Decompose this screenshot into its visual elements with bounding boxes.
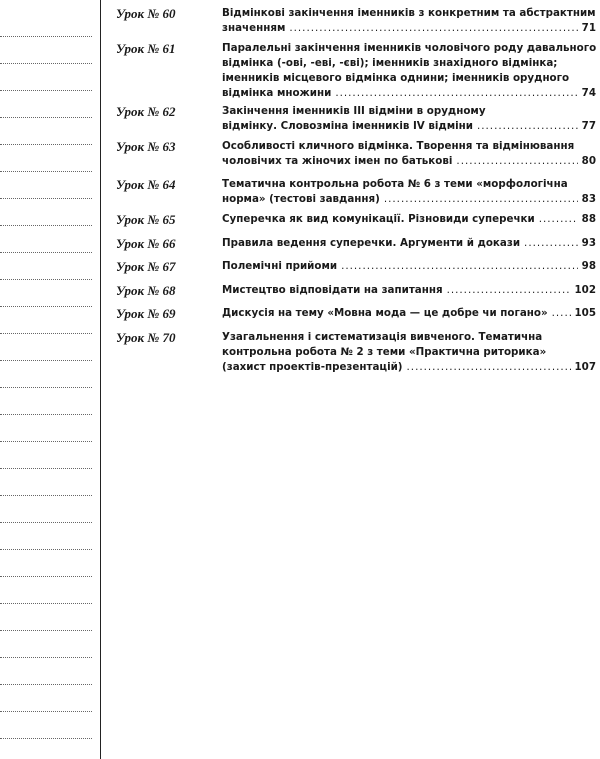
page-number: 105 [574, 307, 596, 319]
dot-leader [524, 236, 578, 251]
topic-line: Суперечка як вид комунікації. Різновиди суперечки [222, 213, 535, 225]
note-line [0, 171, 92, 172]
page-number: 83 [581, 193, 596, 205]
page-number: 102 [574, 284, 596, 296]
topic-line: значенням [222, 22, 286, 34]
lesson-number: Урок № 66 [116, 236, 176, 251]
lesson-topic [222, 41, 596, 101]
lesson-number: Урок № 63 [116, 139, 176, 154]
lesson-topic [222, 212, 596, 227]
topic-last-line [222, 236, 596, 251]
dot-leader [552, 306, 571, 321]
topic-last-line [222, 259, 596, 274]
topic-line: Особливості кличного відмінка. Творення та відмінювання [222, 140, 575, 152]
notes-margin [0, 0, 98, 759]
lesson-topic [222, 283, 596, 298]
note-line [0, 198, 92, 199]
topic-last-line [222, 119, 596, 134]
lesson-topic [222, 139, 596, 169]
toc-entry[interactable] [116, 330, 596, 375]
topic-line: відмінка множини [222, 87, 332, 99]
page-number: 88 [581, 213, 596, 225]
note-line [0, 603, 92, 604]
dot-leader [335, 86, 577, 101]
note-line [0, 144, 92, 145]
dot-leader [447, 283, 571, 298]
page-number: 80 [581, 155, 596, 167]
lesson-number: Урок № 64 [116, 177, 176, 192]
topic-last-line [222, 360, 596, 375]
toc-entry[interactable] [116, 139, 596, 169]
lesson-topic [222, 104, 596, 134]
topic-line: Паралельні закінчення іменників чоловічого роду давального [222, 42, 596, 54]
toc-entry[interactable] [116, 259, 596, 274]
lesson-topic [222, 236, 596, 251]
note-line [0, 684, 92, 685]
topic-last-line [222, 283, 596, 298]
topic-line: іменників місцевого відмінка однини; іменників орудного [222, 72, 570, 84]
topic-line: Дискусія на тему «Мовна мода — це добре чи погано» [222, 307, 548, 319]
margin-divider [100, 0, 101, 759]
dot-leader [384, 192, 578, 207]
note-line [0, 306, 92, 307]
lesson-number: Урок № 61 [116, 41, 176, 56]
lesson-number: Урок № 62 [116, 104, 176, 119]
note-line [0, 468, 92, 469]
lesson-topic [222, 330, 596, 375]
note-line [0, 36, 92, 37]
dot-leader [289, 21, 577, 36]
topic-last-line [222, 306, 596, 321]
page-number: 107 [574, 361, 596, 373]
note-line [0, 495, 92, 496]
note-line [0, 630, 92, 631]
lesson-number: Урок № 69 [116, 306, 176, 321]
lesson-number: Урок № 67 [116, 259, 176, 274]
topic-last-line [222, 192, 596, 207]
note-line [0, 279, 92, 280]
topic-line: Полемічні прийоми [222, 260, 338, 272]
note-line [0, 414, 92, 415]
topic-last-line [222, 212, 596, 227]
note-line [0, 576, 92, 577]
toc-entry[interactable] [116, 41, 596, 101]
topic-line: відмінка (-ові, -еві, -єві); іменників знахідного відмінка; [222, 57, 558, 69]
lesson-topic [222, 259, 596, 274]
lesson-number: Урок № 65 [116, 212, 176, 227]
dot-leader [341, 259, 578, 274]
note-line [0, 360, 92, 361]
note-line [0, 117, 92, 118]
topic-line: контрольна робота № 2 з теми «Практична риторика» [222, 346, 547, 358]
note-line [0, 711, 92, 712]
topic-line: відмінку. Словозміна іменників IV відміни [222, 120, 473, 132]
lesson-topic [222, 6, 596, 36]
topic-line: Мистецтво відповідати на запитання [222, 284, 443, 296]
topic-line: (захист проектів-презентацій) [222, 361, 403, 373]
topic-line: Відмінкові закінчення іменників з конкретним та абстрактним [222, 7, 596, 19]
note-line [0, 441, 92, 442]
note-line [0, 549, 92, 550]
page-number: 98 [581, 260, 596, 272]
dot-leader [456, 154, 577, 169]
topic-line: Тематична контрольна робота № 6 з теми «морфологічна [222, 178, 568, 190]
topic-last-line [222, 21, 596, 36]
note-line [0, 657, 92, 658]
note-line [0, 333, 92, 334]
toc-entry[interactable] [116, 236, 596, 251]
toc-entry[interactable] [116, 306, 596, 321]
note-line [0, 738, 92, 739]
toc-entry[interactable] [116, 283, 596, 298]
topic-line: норма» (тестові завдання) [222, 193, 380, 205]
note-line [0, 63, 92, 64]
dot-leader [539, 212, 578, 227]
dot-leader [407, 360, 571, 375]
topic-line: Узагальнення і систематизація вивченого. Тематична [222, 331, 543, 343]
note-line [0, 252, 92, 253]
topic-line: Закінчення іменників III відміни в орудному [222, 105, 486, 117]
page-number: 77 [581, 120, 596, 132]
page-number: 93 [581, 237, 596, 249]
lesson-number: Урок № 70 [116, 330, 176, 345]
toc-entry[interactable] [116, 6, 596, 36]
note-line [0, 90, 92, 91]
topic-line: Правила ведення суперечки. Аргументи й докази [222, 237, 521, 249]
lesson-number: Урок № 68 [116, 283, 176, 298]
lesson-number: Урок № 60 [116, 6, 176, 21]
page-number: 74 [581, 87, 596, 99]
topic-line: чоловічих та жіночих імен по батькові [222, 155, 453, 167]
toc-entry[interactable] [116, 212, 596, 227]
lesson-topic [222, 306, 596, 321]
topic-last-line [222, 154, 596, 169]
note-line [0, 225, 92, 226]
note-line [0, 522, 92, 523]
page-number: 71 [581, 22, 596, 34]
lesson-topic [222, 177, 596, 207]
toc-entry[interactable] [116, 104, 596, 134]
dot-leader [477, 119, 578, 134]
topic-last-line [222, 86, 596, 101]
note-line [0, 387, 92, 388]
toc-entry[interactable] [116, 177, 596, 207]
